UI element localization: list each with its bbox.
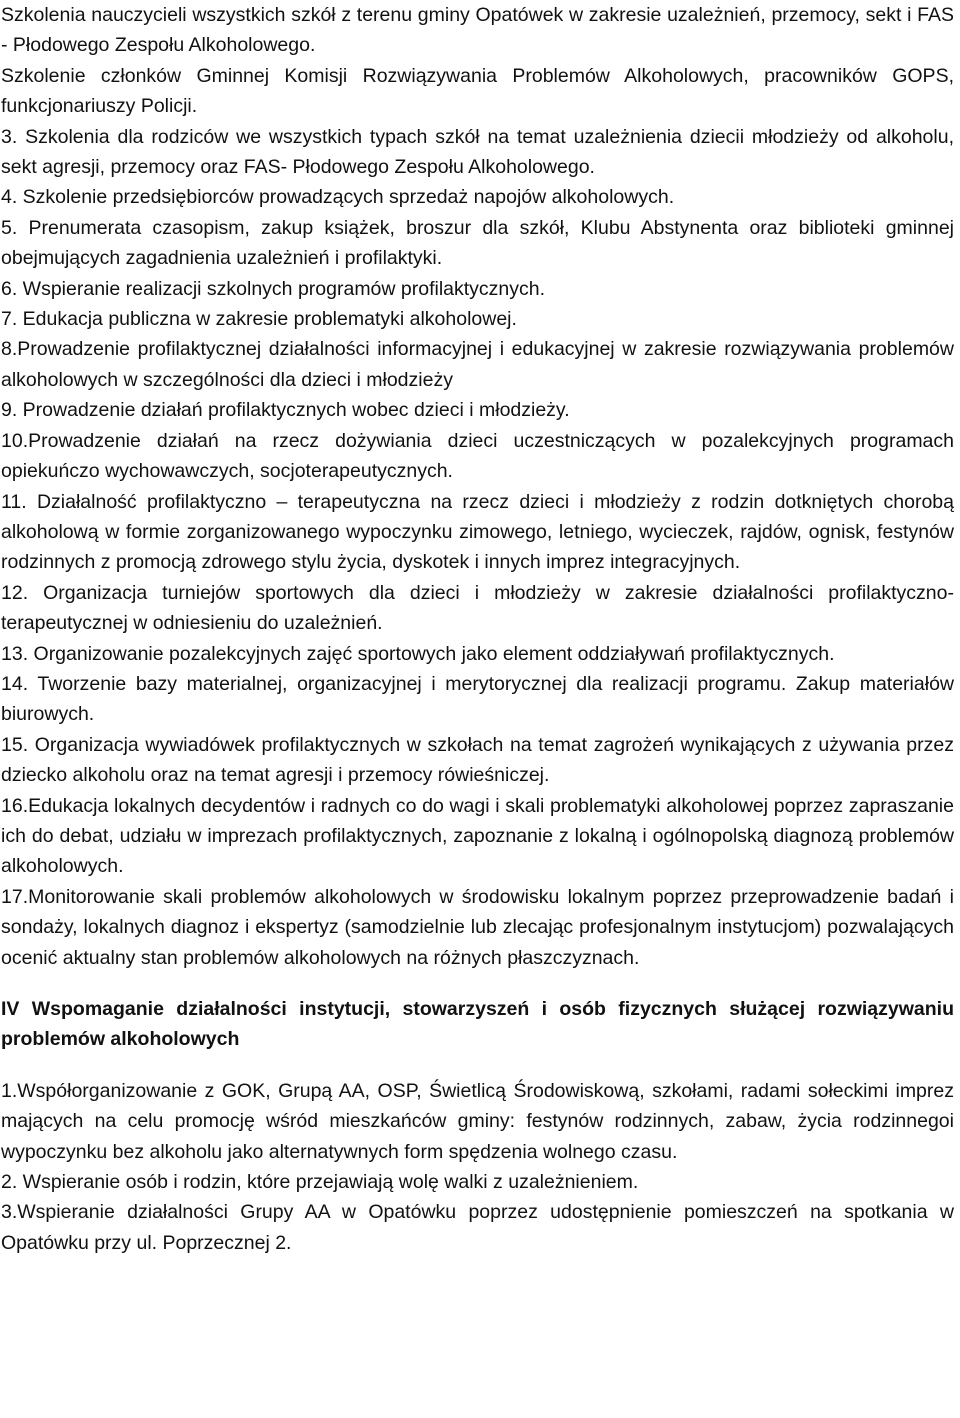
- list-item: Szkolenie członków Gminnej Komisji Rozwiązywania Problemów Alkoholowych, pracowników GOPS, funkcjonariuszy Policji.: [1, 64, 954, 118]
- list-item: 17.Monitorowanie skali problemów alkoholowych w środowisku lokalnym poprzez przeprowadzenie badań i sondaży, lokalnych diagnoz i ekspertyz (samodzielnie lub zlecając profesjonalnym instytucjom) pozwalających ocenić aktualny stan problemów alkoholowych na różnych płaszczyznach.: [1, 885, 954, 969]
- list-item: 3. Szkolenia dla rodziców we wszystkich typach szkół na temat uzależnienia dziecii młodzieży od alkoholu, sekt agresji, przemocy oraz FAS- Płodowego Zespołu Alkoholowego.: [1, 125, 954, 179]
- list-item: 8.Prowadzenie profilaktycznej działalności informacyjnej i edukacyjnej w zakresie rozwiązywania problemów alkoholowych w szczególności dla dzieci i młodzieży: [1, 338, 954, 391]
- program-items-list: [1, 0, 954, 973]
- list-item: Szkolenia nauczycieli wszystkich szkół z terenu gminy Opatówek w zakresie uzależnień, przemocy, sekt i FAS - Płodowego Zespołu Alkoholowego.: [1, 4, 954, 57]
- section-items-list: [1, 1076, 954, 1258]
- list-item: 1.Współorganizowanie z GOK, Grupą AA, OSP, Świetlicą Środowiskową, szkołami, radami sołeckimi imprez mających na celu promocję wśród mieszkańców gminy: festynów rodzinnych, zabaw, życia rodzinnegoi wypoczynku bez alkoholu jako alternatywnych form spędzenia wolnego czasu.: [1, 1079, 954, 1163]
- list-item: 16.Edukacja lokalnych decydentów i radnych co do wagi i skali problematyki alkoholowej poprzez zapraszanie ich do debat, udziału w imprezach profilaktycznych, zapoznanie z lokalną i ogólnopolską diagnozą problemów alkoholowych.: [1, 794, 954, 878]
- list-item: 4. Szkolenie przedsiębiorców prowadzących sprzedaż napojów alkoholowych.: [1, 186, 675, 209]
- list-item: 15. Organizacja wywiadówek profilaktycznych w szkołach na temat zagrożeń wynikających z używania przez dziecko alkoholu oraz na temat agresji i przemocy rówieśniczej.: [1, 733, 954, 787]
- list-item: 7. Edukacja publiczna w zakresie problematyki alkoholowej.: [1, 308, 517, 331]
- list-item: 14. Tworzenie bazy materialnej, organizacyjnej i merytorycznej dla realizacji programu. Zakup materiałów biurowych.: [1, 672, 954, 726]
- list-item: 6. Wspieranie realizacji szkolnych programów profilaktycznych.: [1, 277, 546, 300]
- list-item: 12. Organizacja turniejów sportowych dla dzieci i młodzieży w zakresie działalności profilaktyczno-terapeutycznej w odniesieniu do uzależnień.: [1, 581, 954, 635]
- section-heading: IV Wspomaganie działalności instytucji, stowarzyszeń i osób fizycznych służącej rozwiązywaniu problemów alkoholowych: [1, 998, 954, 1051]
- list-item: 13. Organizowanie pozalekcyjnych zajęć sportowych jako element oddziaływań profilaktycznych.: [1, 642, 835, 665]
- list-item: 5. Prenumerata czasopism, zakup książek, broszur dla szkół, Klubu Abstynenta oraz biblioteki gminnej obejmujących zagadnienia uzależnień i profilaktyki.: [1, 216, 954, 270]
- list-item: 10.Prowadzenie działań na rzecz dożywiania dzieci uczestniczących w pozalekcyjnych programach opiekuńczo wychowawczych, socjoterapeutycznych.: [1, 429, 954, 483]
- list-item: 9. Prowadzenie działań profilaktycznych wobec dzieci i młodzieży.: [1, 399, 570, 422]
- list-item: 3.Wspieranie działalności Grupy AA w Opatówku poprzez udostępnienie pomieszczeń na spotkania w Opatówku przy ul. Poprzecznej 2.: [1, 1201, 954, 1254]
- list-item: 2. Wspieranie osób i rodzin, które przejawiają wolę walki z uzależnieniem.: [1, 1171, 639, 1194]
- list-item: 11. Działalność profilaktyczno – terapeutyczna na rzecz dzieci i młodzieży z rodzin dotkniętych chorobą alkoholową w formie zorganizowanego wypoczynku zimowego, letniego, wycieczek, rajdów, ognisk, festynów rodzinnych z promocją zdrowego stylu życia, dyskotek i innych imprez integracyjnych.: [1, 490, 954, 574]
